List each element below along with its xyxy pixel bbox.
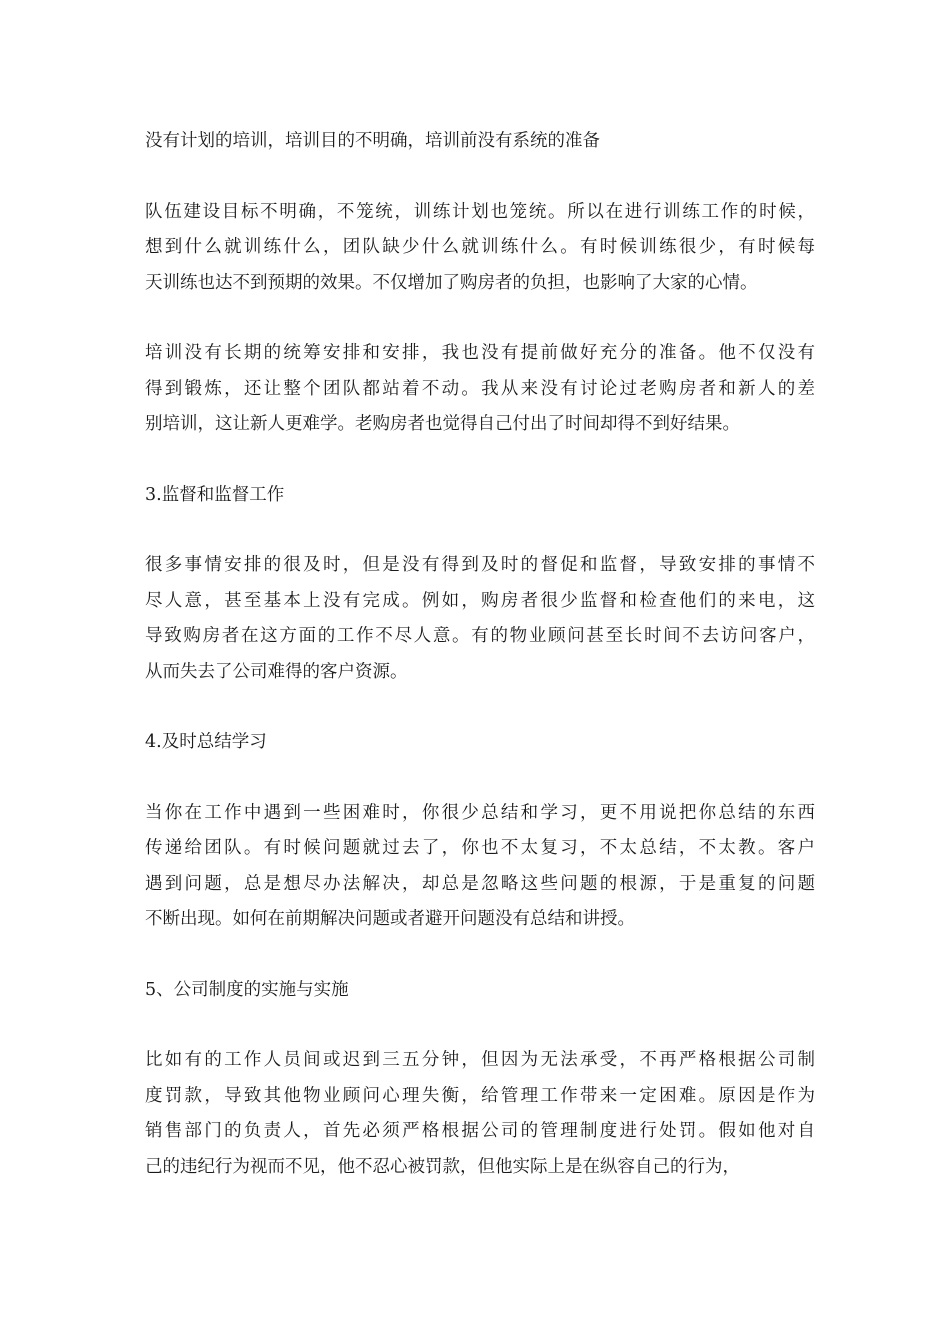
- text-line: 队伍建设目标不明确，不笼统，训练计划也笼统。所以在进行训练工作的时候，: [145, 201, 815, 222]
- text-line: 己的违纪行为视而不见，他不忍心被罚款，但他实际上是在纵容自己的行为，: [145, 1156, 740, 1177]
- text-line: 度罚款，导致其他物业顾问心理失衡，给管理工作带来一定困难。原因是作为: [145, 1085, 815, 1106]
- document-body: [145, 124, 815, 1220]
- text-line: 当你在工作中遇到一些困难时，你很少总结和学习，更不用说把你总结的东西: [145, 802, 815, 823]
- text-line: 天训练也达不到预期的效果。不仅增加了购房者的负担，也影响了大家的心情。: [145, 272, 758, 293]
- text-line: 传递给团队。有时候问题就过去了，你也不太复习，不太总结，不太教。客户: [145, 838, 815, 858]
- text-line: 别培训，这让新人更难学。老购房者也觉得自己付出了时间却得不到好结果。: [145, 414, 740, 434]
- text-line: 导致购房者在这方面的工作不尽人意。有的物业顾问甚至长时间不去访问客户，: [145, 626, 815, 646]
- text-line: 尽人意，甚至基本上没有完成。例如，购房者很少监督和检查他们的来电，这: [145, 590, 815, 611]
- paragraph-company-policy: [145, 1043, 815, 1185]
- paragraph-summary-learning: [145, 796, 815, 938]
- text-line: 不断出现。如何在前期解决问题或者避开问题没有总结和讲授。: [145, 909, 635, 929]
- text-line: 想到什么就训练什么，团队缺少什么就训练什么。有时候训练很少，有时候每: [145, 237, 815, 257]
- paragraph-supervision: [145, 548, 815, 690]
- intro-line: 没有计划的培训，培训目的不明确，培训前没有系统的准备: [145, 131, 600, 151]
- paragraph-training-plan: [145, 336, 815, 443]
- text-line: 从而失去了公司难得的客户资源。: [145, 661, 408, 682]
- text-line: 销售部门的负责人，首先必须严格根据公司的管理制度进行处罚。假如他对自: [145, 1121, 815, 1141]
- section-heading-4: 4.及时总结学习: [145, 732, 267, 752]
- section-heading-5: 5、公司制度的实施与实施: [145, 979, 349, 1000]
- text-line: 比如有的工作人员间或迟到三五分钟，但因为无法承受，不再严格根据公司制: [145, 1050, 815, 1070]
- section-heading-3: 3.监督和监督工作: [145, 484, 285, 505]
- text-line: 培训没有长期的统筹安排和安排，我也没有提前做好充分的准备。他不仅没有: [145, 343, 815, 363]
- text-line: 得到锻炼，还让整个团队都站着不动。我从来没有讨论过老购房者和新人的差: [145, 378, 815, 399]
- text-line: 很多事情安排的很及时，但是没有得到及时的督促和监督，导致安排的事情不: [145, 555, 815, 575]
- text-line: 遇到问题，总是想尽办法解决，却总是忽略这些问题的根源，于是重复的问题: [145, 873, 815, 894]
- paragraph-team-building: [145, 195, 815, 302]
